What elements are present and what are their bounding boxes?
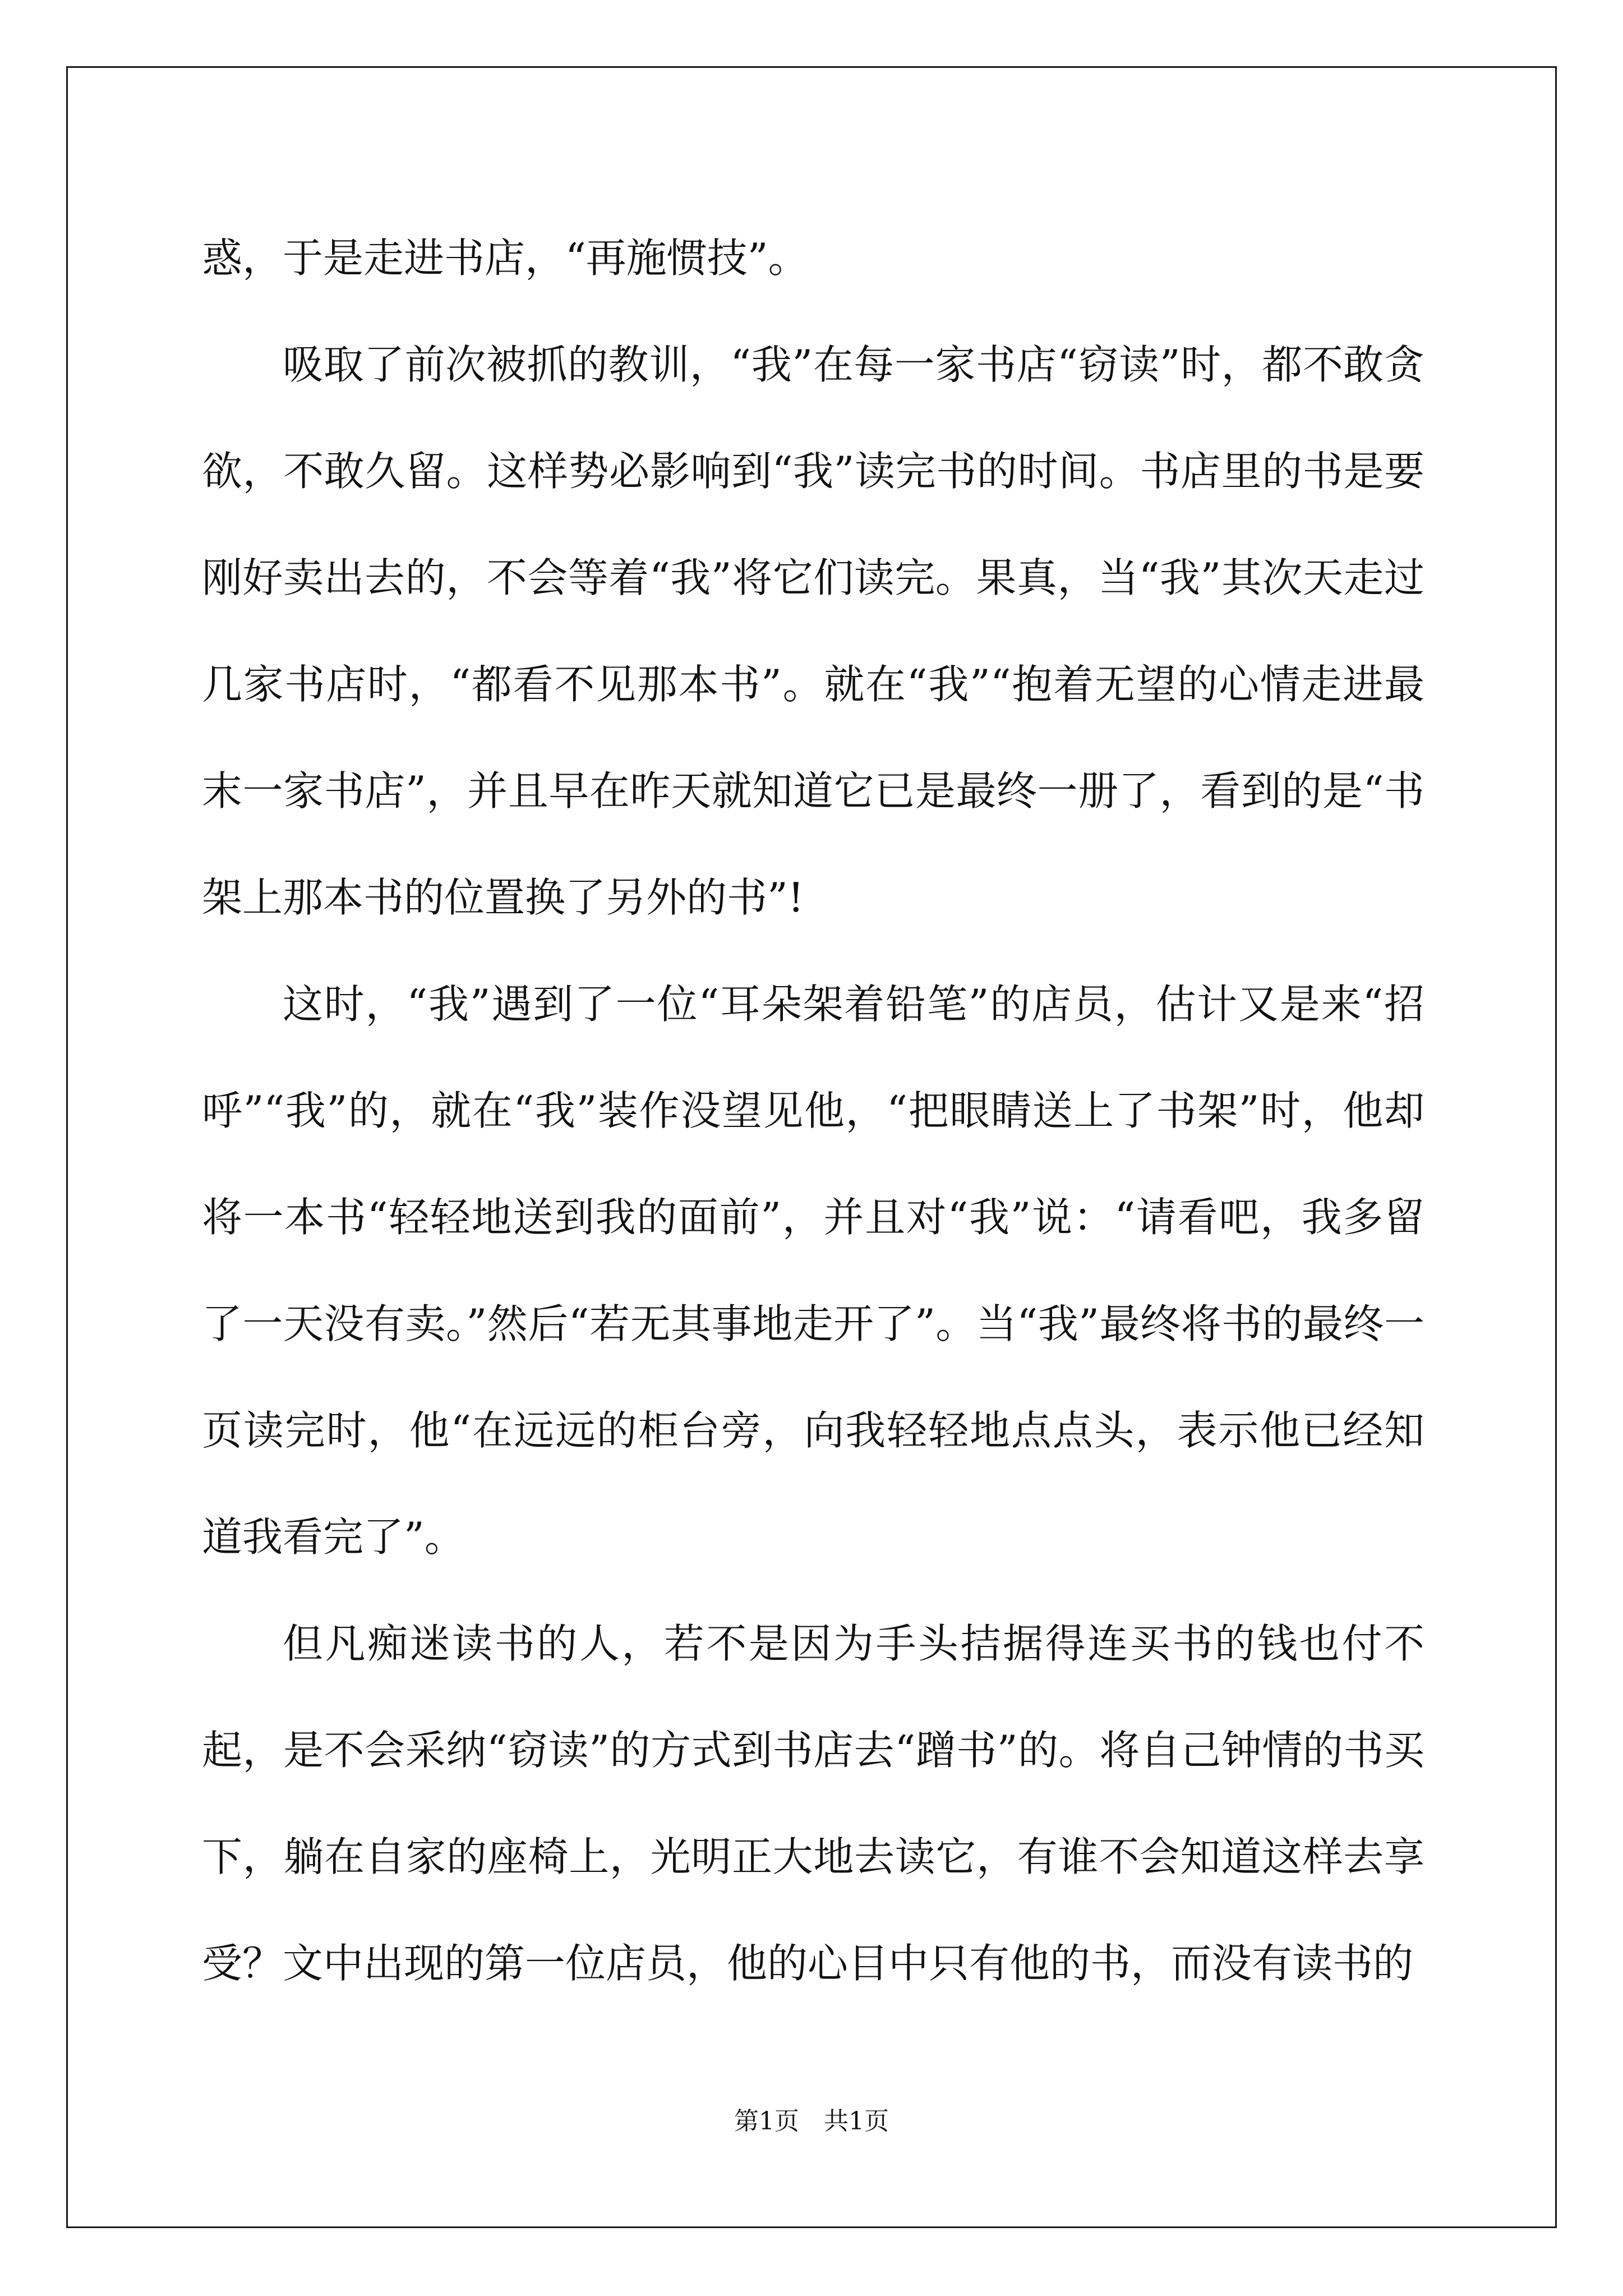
page-total: 共1页 [824,2107,889,2136]
paragraph-1: 惑，于是走进书店，“再施惯技”。 [202,234,809,282]
page-footer [0,2101,1623,2137]
paragraph-2: 吸取了前次被抓的教训，“我”在每一家书店“窃读”时，都不敢贪欲，不敢久留。这样势必影响到“我”读完书的时间。书店里的书是要刚好卖出去的，不会等着“我”将它们读完。果真，当“我”其次天走过几家书店时，“都看不见那本书”。就在“我”“抱着无望的心情走进最末一家书店”，并且早在昨天就知道它已是最终一册了，看到的是“书架上那本书的位置换了另外的书”! [202,341,1424,921]
page-number: 第1页 [734,2107,799,2136]
document-body [202,205,1424,2017]
paragraph-4: 但凡痴迷读书的人，若不是因为手头拮据得连买书的钱也付不起，是不会采纳“窃读”的方式到书店去“蹭书”的。将自己钟情的书买下，躺在自家的座椅上，光明正大地去读它，有谁不会知道这样去享受？文中出现的第一位店员，他的心目中只有他的书，而没有读书的 [202,1620,1424,1987]
paragraph-3: 这时，“我”遇到了一位“耳朵架着铅笔”的店员，估计又是来“招呼”“我”的，就在“我”装作没望见他，“把眼睛送上了书架”时，他却将一本书“轻轻地送到我的面前”，并且对“我”说：“请看吧，我多留了一天没有卖。”然后“若无其事地走开了”。当“我”最终将书的最终一页读完时，他“在远远的柜台旁，向我轻轻地点点头，表示他已经知道我看完了”。 [202,981,1424,1561]
